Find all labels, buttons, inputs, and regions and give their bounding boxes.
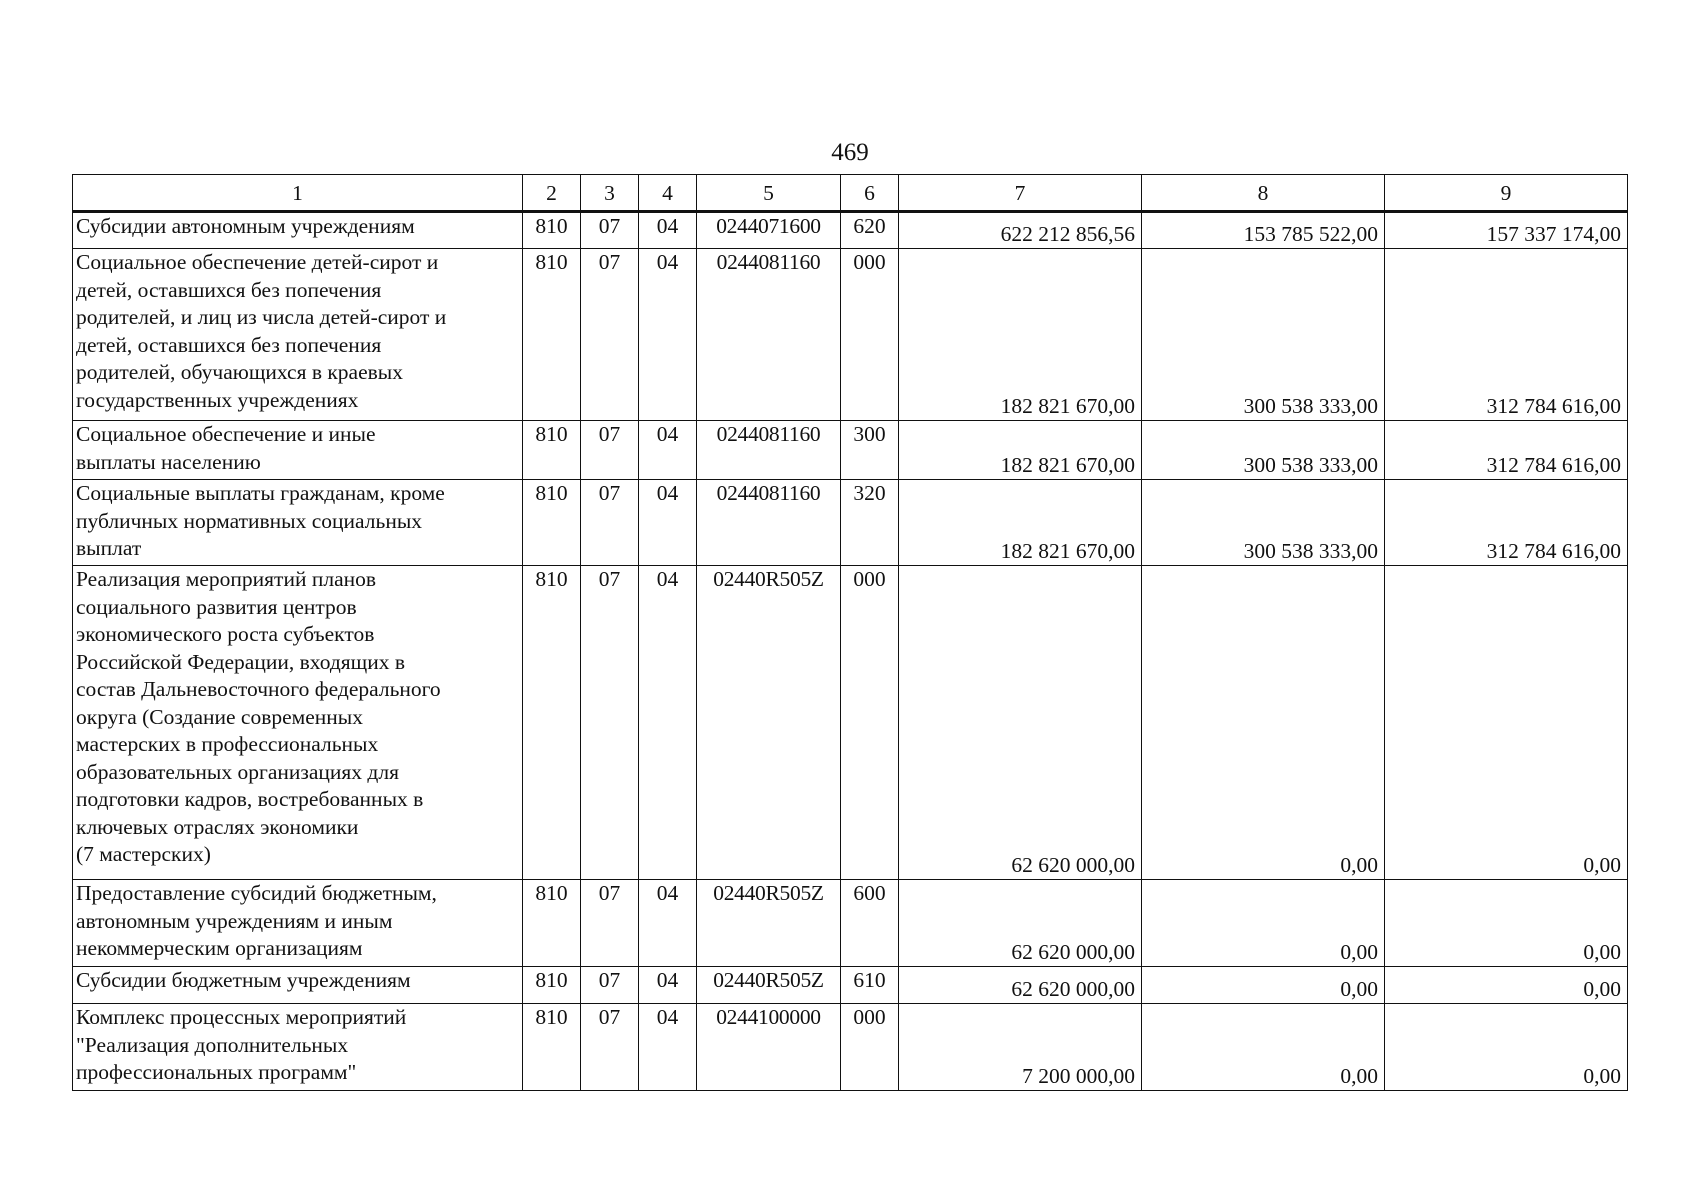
row-amount-8: 300 538 333,00: [1142, 421, 1385, 480]
row-amount-7: 182 821 670,00: [899, 249, 1142, 421]
row-code-5: 0244100000: [697, 1004, 841, 1091]
row-code-3: 07: [581, 249, 639, 421]
table-row: [73, 566, 1628, 880]
row-code-5: 02440R505Z: [697, 967, 841, 1004]
row-amount-7: 7 200 000,00: [899, 1004, 1142, 1091]
row-amount-8: 0,00: [1142, 967, 1385, 1004]
column-header: 8: [1142, 175, 1385, 212]
row-amount-8: 300 538 333,00: [1142, 480, 1385, 566]
row-amount-9: 312 784 616,00: [1385, 249, 1628, 421]
row-code-5: 02440R505Z: [697, 880, 841, 967]
row-code-3: 07: [581, 421, 639, 480]
row-code-4: 04: [639, 212, 697, 249]
table-row: [73, 249, 1628, 421]
row-amount-8: 0,00: [1142, 880, 1385, 967]
table-row: [73, 480, 1628, 566]
row-code-4: 04: [639, 880, 697, 967]
row-code-2: 810: [523, 249, 581, 421]
row-code-5: 0244081160: [697, 421, 841, 480]
row-name: Социальные выплаты гражданам, кроме публичных нормативных социальных выплат: [73, 480, 523, 566]
row-amount-9: 312 784 616,00: [1385, 480, 1628, 566]
row-code-6: 320: [841, 480, 899, 566]
column-header: 7: [899, 175, 1142, 212]
row-amount-9: 312 784 616,00: [1385, 421, 1628, 480]
row-code-2: 810: [523, 421, 581, 480]
row-name: Реализация мероприятий планов социального развития центров экономического роста субъектов Российской Федерации, входящих в состав Дальневосточного федерального округа (Создание современных мастерских в профессиональных образовательных организациях для подготовки кадров, востребованных в ключевых отраслях экономики (7 мастерских): [73, 566, 523, 880]
row-amount-9: 0,00: [1385, 566, 1628, 880]
column-header: 4: [639, 175, 697, 212]
row-code-6: 300: [841, 421, 899, 480]
row-amount-9: 0,00: [1385, 880, 1628, 967]
row-code-6: 000: [841, 1004, 899, 1091]
row-code-6: 600: [841, 880, 899, 967]
row-code-2: 810: [523, 480, 581, 566]
budget-table: [72, 174, 1628, 1091]
table-row: [73, 421, 1628, 480]
row-code-3: 07: [581, 566, 639, 880]
row-code-6: 620: [841, 212, 899, 249]
row-code-3: 07: [581, 967, 639, 1004]
row-amount-7: 62 620 000,00: [899, 566, 1142, 880]
row-code-4: 04: [639, 249, 697, 421]
row-amount-9: 0,00: [1385, 1004, 1628, 1091]
row-code-2: 810: [523, 880, 581, 967]
table-header-row: [73, 175, 1628, 212]
row-amount-7: 62 620 000,00: [899, 880, 1142, 967]
row-name: Комплекс процессных мероприятий "Реализация дополнительных профессиональных программ": [73, 1004, 523, 1091]
column-header: 1: [73, 175, 523, 212]
row-code-3: 07: [581, 480, 639, 566]
row-amount-7: 62 620 000,00: [899, 967, 1142, 1004]
row-code-6: 610: [841, 967, 899, 1004]
row-code-4: 04: [639, 421, 697, 480]
row-amount-7: 622 212 856,56: [899, 212, 1142, 249]
row-code-2: 810: [523, 1004, 581, 1091]
row-name: Социальное обеспечение и иные выплаты населению: [73, 421, 523, 480]
row-amount-8: 0,00: [1142, 566, 1385, 880]
row-code-4: 04: [639, 1004, 697, 1091]
row-code-3: 07: [581, 880, 639, 967]
row-name: Социальное обеспечение детей-сирот и детей, оставшихся без попечения родителей, и лиц из числа детей-сирот и детей, оставшихся без попечения родителей, обучающихся в краевых государственных учреждениях: [73, 249, 523, 421]
row-code-6: 000: [841, 249, 899, 421]
column-header: 6: [841, 175, 899, 212]
column-header: 3: [581, 175, 639, 212]
row-amount-7: 182 821 670,00: [899, 480, 1142, 566]
table-row: [73, 212, 1628, 249]
row-code-5: 0244081160: [697, 480, 841, 566]
row-code-3: 07: [581, 1004, 639, 1091]
row-amount-9: 0,00: [1385, 967, 1628, 1004]
table-row: [73, 1004, 1628, 1091]
page-number: 469: [831, 139, 869, 166]
row-amount-8: 153 785 522,00: [1142, 212, 1385, 249]
column-header: 9: [1385, 175, 1628, 212]
row-code-2: 810: [523, 212, 581, 249]
row-code-5: 0244081160: [697, 249, 841, 421]
row-code-5: 0244071600: [697, 212, 841, 249]
row-name: Субсидии автономным учреждениям: [73, 212, 523, 249]
row-name: Предоставление субсидий бюджетным, автономным учреждениям и иным некоммерческим организациям: [73, 880, 523, 967]
row-name: Субсидии бюджетным учреждениям: [73, 967, 523, 1004]
row-amount-8: 300 538 333,00: [1142, 249, 1385, 421]
row-code-3: 07: [581, 212, 639, 249]
column-header: 2: [523, 175, 581, 212]
row-code-4: 04: [639, 480, 697, 566]
row-code-4: 04: [639, 967, 697, 1004]
row-amount-8: 0,00: [1142, 1004, 1385, 1091]
row-code-2: 810: [523, 967, 581, 1004]
row-code-5: 02440R505Z: [697, 566, 841, 880]
row-code-6: 000: [841, 566, 899, 880]
table-row: [73, 880, 1628, 967]
row-code-2: 810: [523, 566, 581, 880]
row-amount-9: 157 337 174,00: [1385, 212, 1628, 249]
column-header: 5: [697, 175, 841, 212]
row-code-4: 04: [639, 566, 697, 880]
row-amount-7: 182 821 670,00: [899, 421, 1142, 480]
table-row: [73, 967, 1628, 1004]
